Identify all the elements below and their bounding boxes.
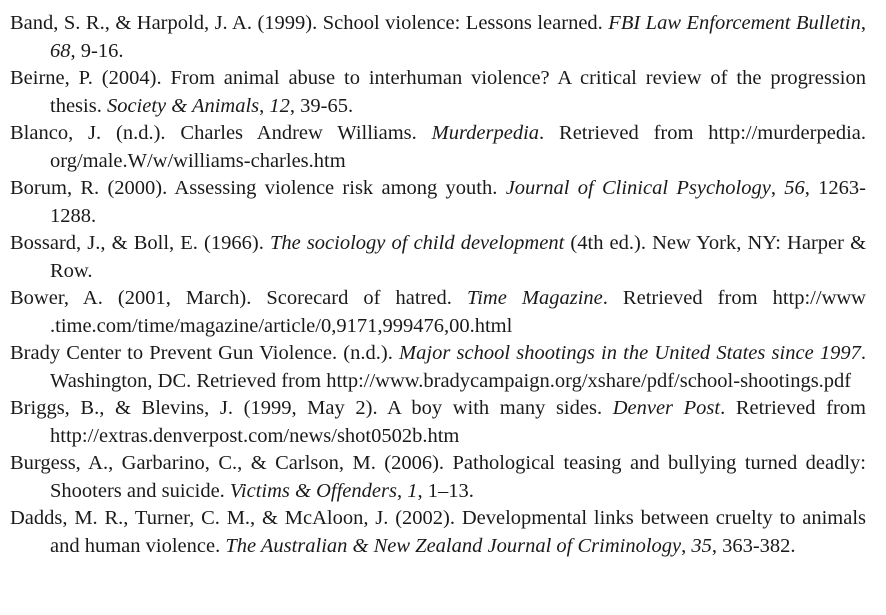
ref-text: Beirne, P. (2004). From animal abuse to interhuman violence? A critical review of the progression thesis. — [10, 67, 866, 117]
ref-journal-title: Denver Post — [612, 397, 721, 419]
ref-text: , 1263-1288. — [50, 177, 867, 227]
ref-text: . Retrieved from http://murderpedia.​org/male.W/w/williams-charles.htm — [50, 122, 866, 172]
reference-entry — [10, 175, 866, 230]
reference-entry — [10, 10, 866, 65]
ref-text: . Retrieved from http://www​.time.com/time/magazine/article/0,9171,999476,00.html — [50, 287, 866, 337]
ref-journal-title: Time Magazine — [466, 287, 603, 309]
ref-journal-title: FBI Law Enforcement Bulletin — [608, 12, 861, 34]
reference-entry — [10, 505, 866, 560]
reference-entry — [10, 450, 866, 505]
ref-text: , — [770, 177, 785, 199]
ref-report-title: Major school shootings in the United States since 1997 — [399, 342, 861, 364]
ref-text: Borum, R. (2000). Assessing violence risk among youth. — [10, 177, 506, 199]
ref-book-title: The sociology of child development — [269, 232, 565, 254]
reference-entry — [10, 340, 866, 395]
ref-text: , 9-16. — [70, 39, 124, 62]
ref-journal-title: Journal of Clinical Psychology — [505, 177, 771, 199]
ref-journal-title: Society & Animals — [106, 94, 260, 117]
ref-text: , 363-382. — [711, 534, 796, 557]
ref-text: , — [259, 94, 270, 117]
ref-text: . Retrieved from http://extras.denverpost.com/news/shot0502b.htm — [50, 397, 866, 447]
ref-volume: 56 — [784, 177, 805, 199]
ref-text: . Washington, DC. Retrieved from http://www.bradycampaign.org/xshare/pdf/​school-shootings.pdf — [50, 342, 866, 392]
ref-text: Brady Center to Prevent Gun Violence. (n.d.). — [10, 342, 400, 364]
ref-journal-title: The Australian & New Zealand Journal of Criminology — [225, 534, 682, 557]
ref-text: Briggs, B., & Blevins, J. (1999, May 2). A boy with many sides. — [10, 397, 613, 419]
ref-journal-title: Murderpedia — [431, 122, 540, 144]
reference-entry — [10, 230, 866, 285]
reference-list — [10, 10, 866, 560]
ref-text: (4th ed.). New York, NY: Harper & Row. — [50, 232, 867, 282]
ref-volume: 35 — [691, 534, 712, 557]
reference-entry — [10, 395, 866, 450]
ref-text: Bossard, J., & Boll, E. (1966). — [10, 232, 270, 254]
ref-text: , 39-65. — [289, 94, 354, 117]
ref-text: Burgess, A., Garbarino, C., & Carlson, M. (2006). Pathological teasing and bullying turned deadly: Shooters and suicide. — [10, 452, 866, 502]
ref-text: , — [681, 534, 692, 557]
ref-text: Dadds, M. R., Turner, C. M., & McAloon, J. (2002). Developmental links between cruelty to animals and human violence. — [10, 507, 866, 557]
ref-volume: 12 — [269, 94, 290, 117]
ref-text: , 1–13. — [417, 479, 474, 502]
ref-text: Bower, A. (2001, March). Scorecard of hatred. — [10, 287, 467, 309]
ref-text: Band, S. R., & Harpold, J. A. (1999). School violence: Lessons learned. — [10, 12, 609, 34]
ref-volume: 1 — [407, 479, 418, 502]
ref-text: Blanco, J. (n.d.). Charles Andrew Williams. — [10, 122, 432, 144]
ref-text: , — [860, 12, 866, 34]
ref-text: , — [396, 479, 408, 502]
reference-entry — [10, 65, 866, 120]
ref-volume: 68 — [50, 39, 71, 62]
reference-entry — [10, 120, 866, 175]
ref-journal-title: Victims & Offenders — [229, 479, 397, 502]
reference-entry — [10, 285, 866, 340]
